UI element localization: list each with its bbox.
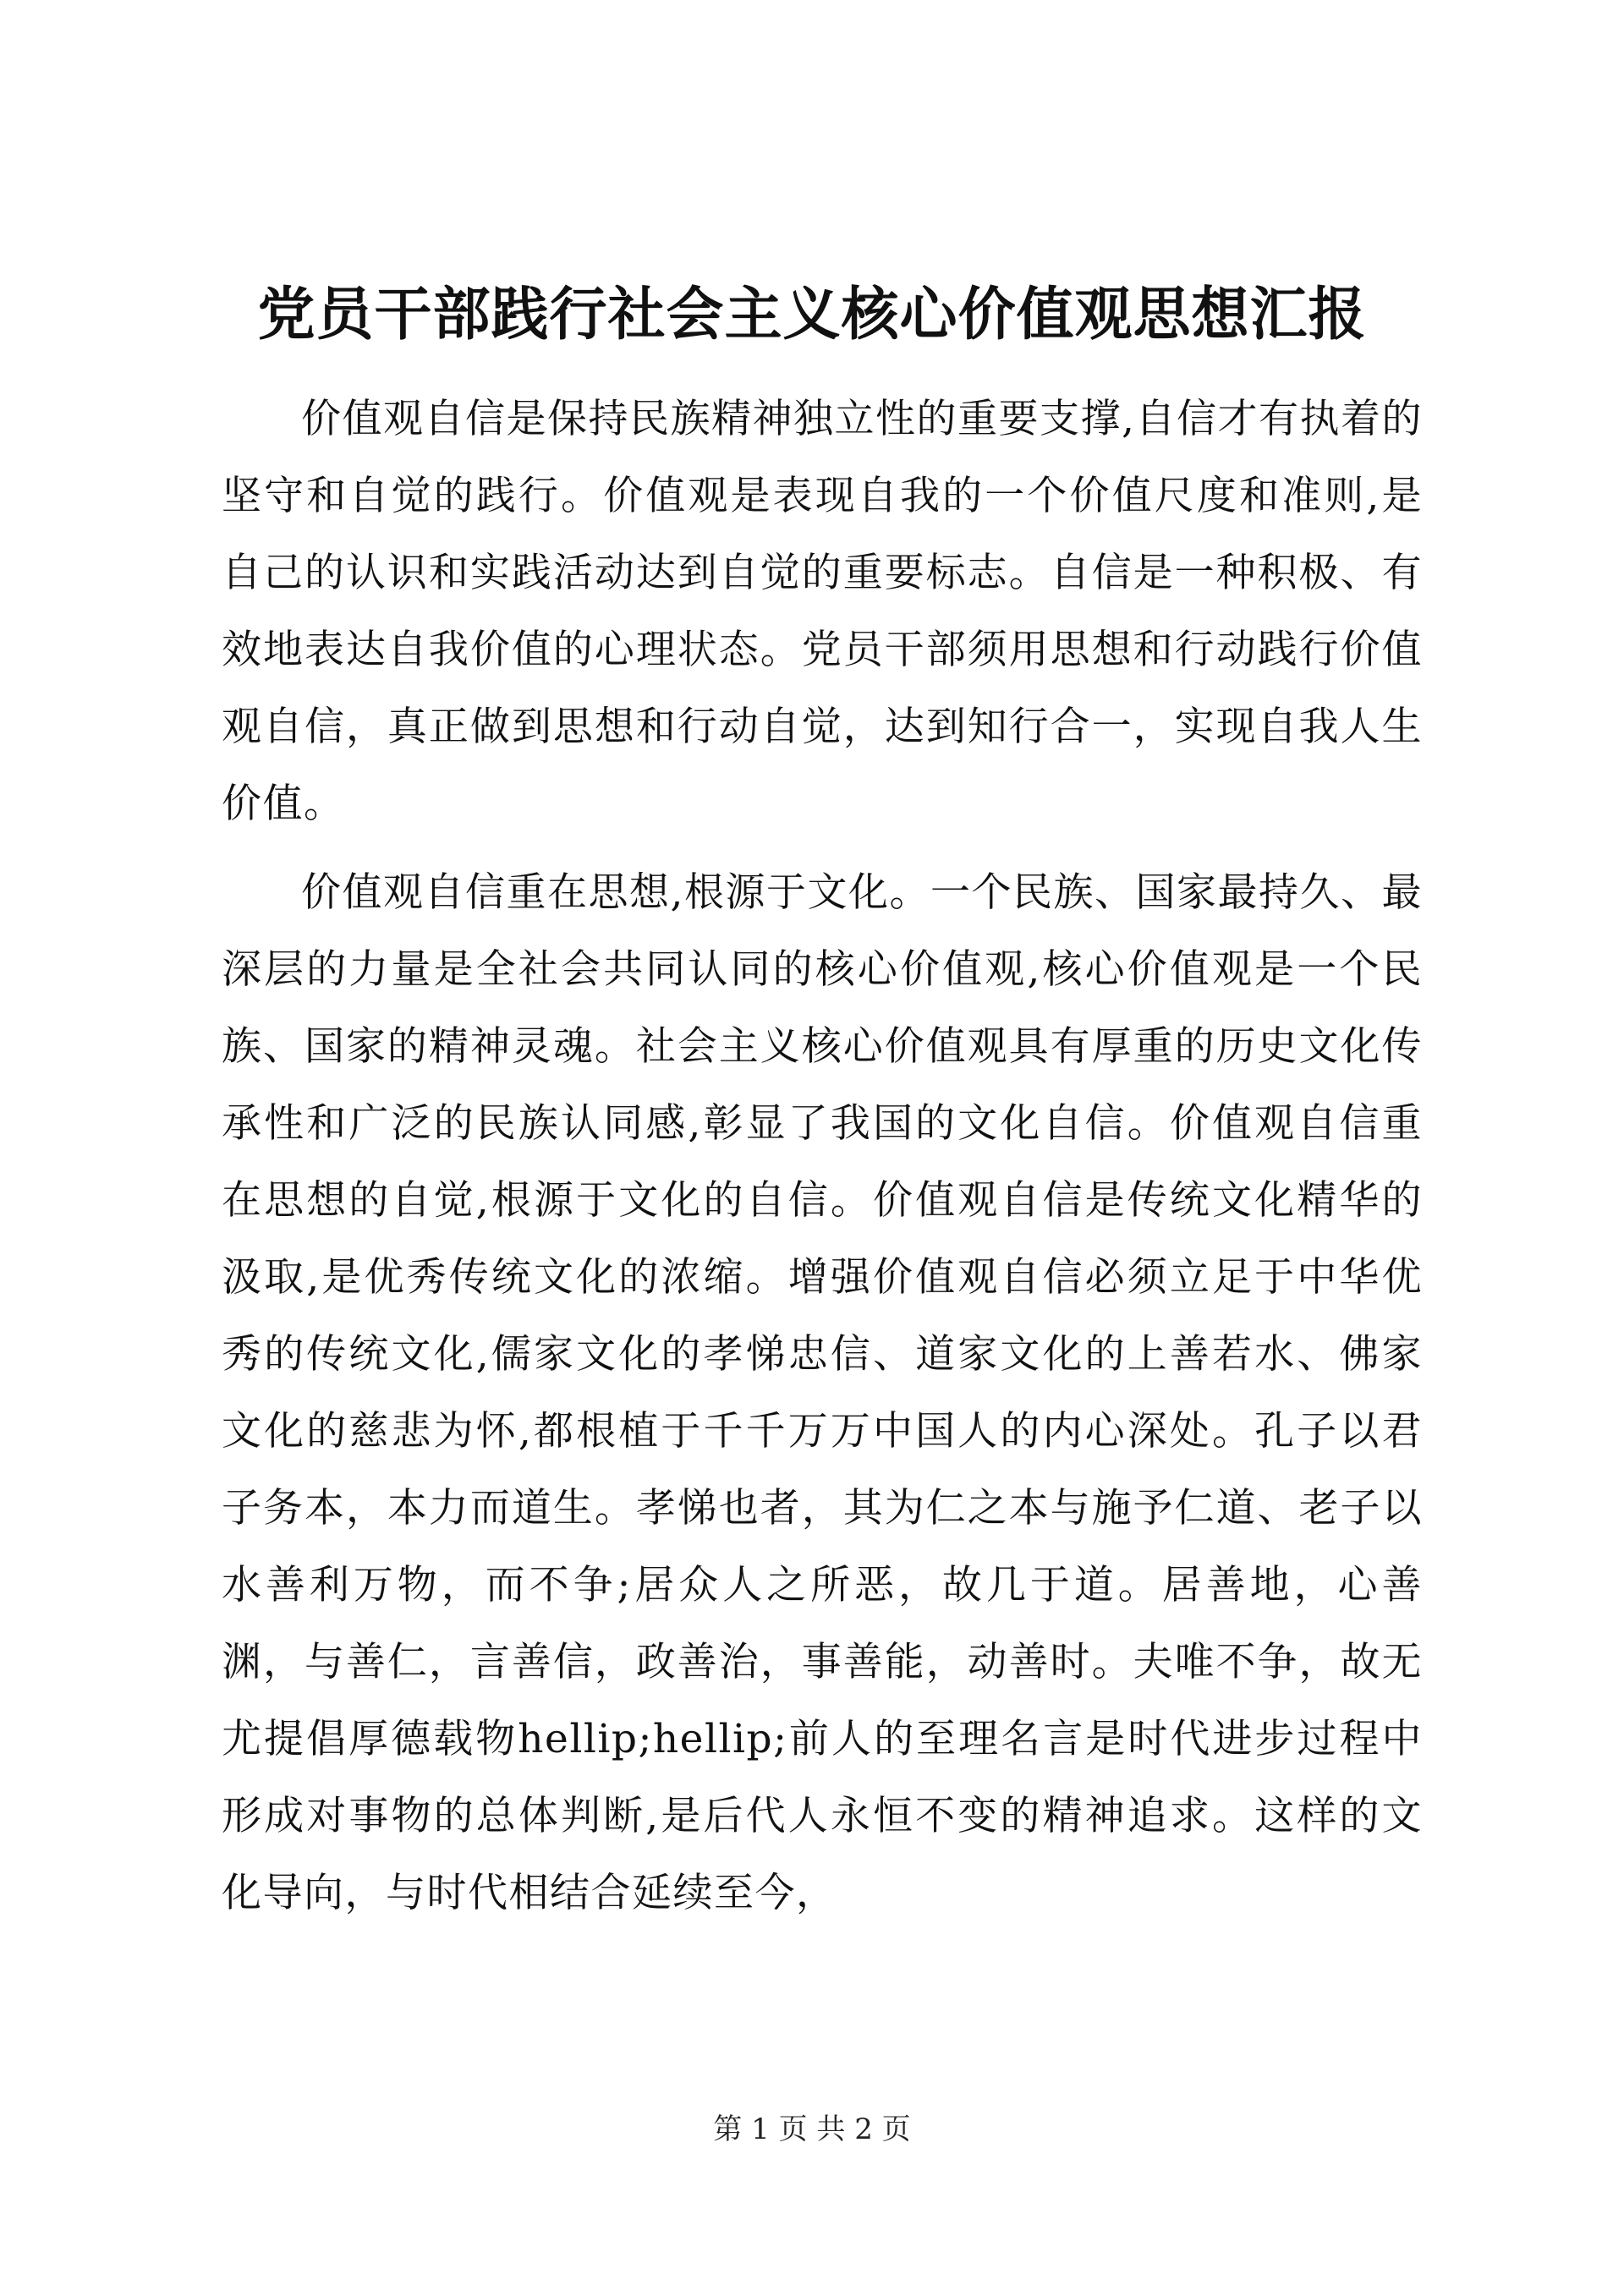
page-number-footer: 第 1 页 共 2 页: [713, 2112, 911, 2146]
document-title: 党员干部践行社会主义核心价值观思想汇报: [257, 281, 1367, 348]
document-body: [222, 381, 1423, 1943]
paragraph-2: 价值观自信重在思想,根源于文化。一个民族、国家最持久、最深层的力量是全社会共同认同的核心价值观,核心价值观是一个民族、国家的精神灵魂。社会主义核心价值观具有厚重的历史文化传承性和广泛的民族认同感,彰显了我国的文化自信。价值观自信重在思想的自觉,根源于文化的自信。价值观自信是传统文化精华的汲取,是优秀传统文化的浓缩。增强价值观自信必须立足于中华优秀的传统文化,儒家文化的孝悌忠信、道家文化的上善若水、佛家文化的慈悲为怀,都根植于千千万万中国人的内心深处。孔子以君子务本，本力而道生。孝悌也者，其为仁之本与施予仁道、老子以水善利万物，而不争;居众人之所恶，故几于道。居善地，心善渊，与善仁，言善信，政善治，事善能，动善时。夫唯不争，故无尤提倡厚德载物hellip;hellip;前人的至理名言是时代进步过程中形成对事物的总体判断,是后代人永恒不变的精神追求。这样的文化导向，与时代相结合延续至今，: [222, 869, 1423, 1916]
paragraph-1: 价值观自信是保持民族精神独立性的重要支撑,自信才有执着的坚守和自觉的践行。价值观是表现自我的一个价值尺度和准则,是自己的认识和实践活动达到自觉的重要标志。自信是一种积极、有效地表达自我价值的心理状态。党员干部须用思想和行动践行价值观自信，真正做到思想和行动自觉，达到知行合一，实现自我人生价值。: [222, 396, 1423, 827]
